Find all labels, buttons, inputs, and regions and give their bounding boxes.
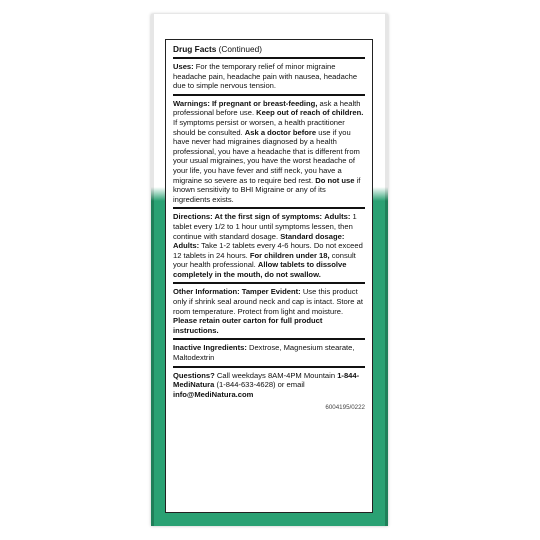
directions-children: For children under 18, <box>249 250 330 260</box>
box-right-edge <box>385 14 388 526</box>
warnings-do-not-use: Do not use <box>315 175 355 185</box>
drug-facts-title <box>173 44 365 57</box>
other-information-heading: Other Information: Tamper Evident: <box>173 287 301 297</box>
directions-text-3: consult your health professional. <box>173 250 356 270</box>
directions-adults: Adults: <box>324 212 351 222</box>
warnings-ask-doctor: Ask a doctor before <box>244 127 317 137</box>
uses-text: For the temporary relief of minor migraine headache pain, headache pain with nausea, headache due to simple nervous tension. <box>173 62 358 91</box>
uses-section <box>173 57 365 94</box>
warnings-text-3: use if you have never had migraines diagnosed by a health professional, you have a headache that is different from your usual migraines, you have the worst headache of your life, you have fever and stiff neck, you have a migraine so severe as to require bed rest. <box>173 127 360 185</box>
other-information-text: Use this product only if shrink seal around neck and cap is intact. Store at room temperature. Protect from light and moisture. <box>173 287 363 316</box>
directions-standard-dosage: Standard dosage: Adults: <box>173 231 345 251</box>
inactive-ingredients-text: Dextrose, Magnesium stearate, Maltodextrin <box>173 343 355 363</box>
lot-code: 6004195/0222 <box>325 404 365 412</box>
warnings-heading: Warnings: If pregnant or breast-feeding, <box>173 98 318 108</box>
other-information-section <box>173 282 365 338</box>
box-left-edge <box>151 14 154 526</box>
directions-section <box>173 207 365 282</box>
inactive-ingredients-section <box>173 338 365 365</box>
questions-email: info@MediNatura.com <box>173 389 254 399</box>
directions-text-1: 1 tablet every 1/2 to 1 hour until symptoms lessen, then continue with standard dosage. <box>173 212 357 241</box>
questions-text-2: (1-844-633-4628) or email <box>214 380 305 390</box>
directions-dissolve: Allow tablets to dissolve completely in the mouth, do not swallow. <box>173 260 347 279</box>
warnings-keep-out-of-reach: Keep out of reach of children. <box>256 108 364 118</box>
drug-facts-title-continued: (Continued) <box>216 44 263 54</box>
drug-facts-panel <box>165 39 373 513</box>
directions-text-2: Take 1-2 tablets every 4-6 hours. Do not exceed 12 tablets in 24 hours. <box>173 241 363 260</box>
warnings-text-4: if known sensitivity to BHI Migraine or any of its ingredients exists. <box>173 175 361 204</box>
uses-heading: Uses: <box>173 62 194 71</box>
other-information-retain-carton: Please retain outer carton for full product instructions. <box>173 316 323 335</box>
directions-heading: Directions: At the first sign of symptoms: <box>173 212 323 222</box>
questions-text-1: Call weekdays 8AM-4PM Mountain <box>214 370 338 380</box>
warnings-text-1: ask a health professional before use. <box>173 98 361 118</box>
questions-section <box>173 366 365 403</box>
questions-phone: 1-844-MediNatura <box>173 370 360 390</box>
warnings-text-2: If symptoms persist or worsen, a health practitioner should be consulted. <box>173 117 345 137</box>
warnings-section <box>173 94 365 208</box>
inactive-ingredients-heading: Inactive Ingredients: <box>173 343 247 353</box>
questions-heading: Questions? <box>173 370 215 380</box>
drug-facts-title-bold: Drug Facts <box>173 44 217 54</box>
